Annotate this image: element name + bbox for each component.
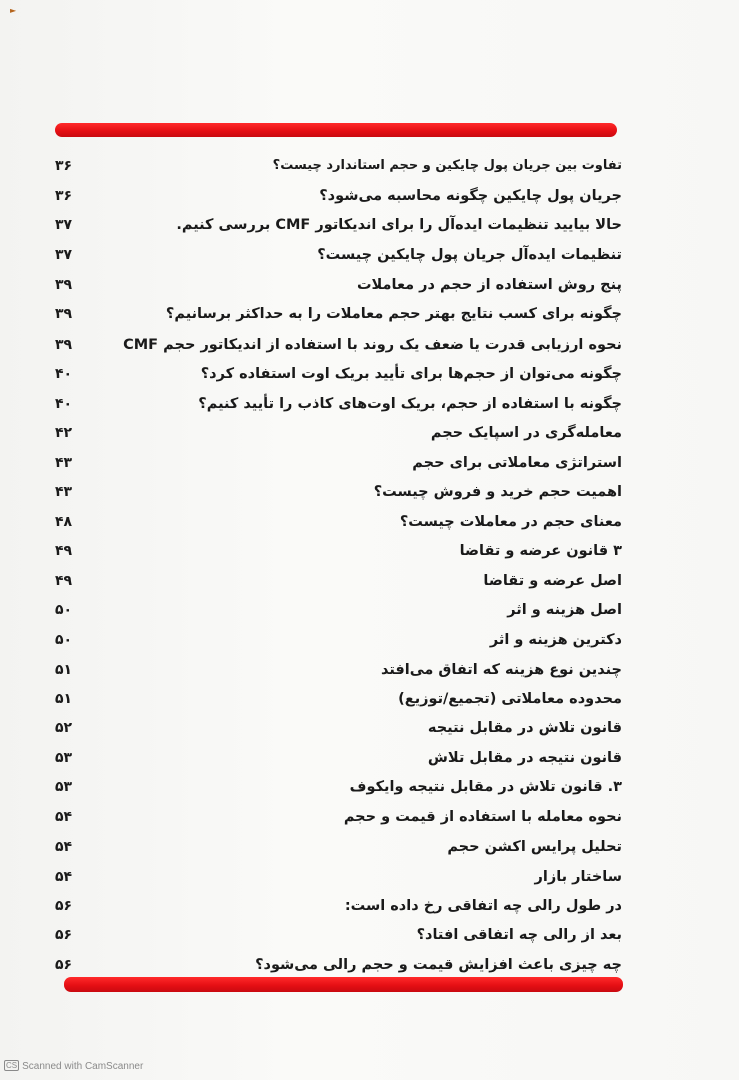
camscanner-logo-icon: CS — [6, 1061, 18, 1070]
toc-page-number: ۵۳ — [55, 750, 73, 766]
toc-entry — [0, 921, 739, 950]
toc-entry-title: معامله‌گری در اسپایک حجم — [430, 425, 622, 441]
toc-entry-title: در طول رالی چه اتفاقی رخ داده است: — [344, 898, 622, 914]
toc-page-number: ۴۲ — [55, 425, 73, 441]
toc-page-number: ۵۰ — [55, 632, 73, 648]
toc-page-number: ۳۶ — [55, 188, 73, 204]
toc-page-number: ۳۹ — [55, 337, 73, 353]
toc-entry — [0, 863, 739, 892]
toc-entry — [0, 300, 739, 329]
toc-entry — [0, 656, 739, 685]
toc-entry — [0, 449, 739, 478]
toc-entry-title: چگونه می‌توان از حجم‌ها برای تأیید بریک اوت استفاده کرد؟ — [200, 366, 622, 382]
toc-entry-title: پنج روش استفاده از حجم در معاملات — [356, 277, 622, 293]
toc-entry — [0, 567, 739, 596]
toc-entry — [0, 419, 739, 448]
toc-entry — [0, 508, 739, 537]
toc-page-number: ۵۴ — [55, 839, 73, 855]
toc-entry-title: ساختار بازار — [534, 869, 622, 885]
corner-arrow-icon: ► — [10, 6, 17, 15]
toc-page-number: ۵۰ — [55, 602, 73, 618]
toc-page-number: ۴۸ — [55, 514, 73, 530]
toc-entry — [0, 331, 739, 360]
toc-page-number: ۴۹ — [55, 543, 73, 559]
toc-entry-title: بعد از رالی چه اتفاقی افتاد؟ — [416, 927, 622, 943]
toc-entry — [0, 892, 739, 921]
toc-page-number: ۳۹ — [55, 277, 73, 293]
toc-entry-title: معنای حجم در معاملات چیست؟ — [399, 514, 622, 530]
toc-entry — [0, 773, 739, 802]
toc-page-number: ۵۴ — [55, 869, 73, 885]
toc-page-number: ۴۹ — [55, 573, 73, 589]
toc-entry — [0, 271, 739, 300]
toc-entry — [0, 152, 739, 181]
toc-entry — [0, 596, 739, 625]
toc-entry — [0, 803, 739, 832]
toc-entry-title: تفاوت بین جریان پول چایکین و حجم استاندارد چیست؟ — [272, 158, 622, 173]
toc-entry — [0, 478, 739, 507]
toc-entry — [0, 211, 739, 240]
toc-entry — [0, 951, 739, 980]
toc-entry-title: استراتژی معاملاتی برای حجم — [412, 455, 622, 471]
toc-entry — [0, 241, 739, 270]
toc-entry — [0, 390, 739, 419]
toc-page-number: ۴۳ — [55, 484, 73, 500]
scanner-watermark — [4, 1060, 143, 1072]
toc-entry-title: اهمیت حجم خرید و فروش چیست؟ — [373, 484, 622, 500]
toc-page-number: ۳۹ — [55, 306, 73, 322]
toc-page-number: ۵۲ — [55, 720, 73, 736]
toc-entry — [0, 626, 739, 655]
toc-entry-title: دکترین هزینه و اثر — [489, 632, 622, 648]
toc-page-number: ۳۷ — [55, 247, 73, 263]
toc-entry-title: تحلیل پرایس اکشن حجم — [447, 839, 622, 855]
watermark-text: Scanned with CamScanner — [22, 1061, 144, 1072]
toc-entry-title: حالا بیایید تنظیمات ایده‌آل را برای اندیکاتور CMF بررسی کنیم. — [176, 217, 622, 233]
toc-page-number: ۳۷ — [55, 217, 73, 233]
bottom-red-divider — [64, 977, 623, 992]
toc-page-number: ۵۶ — [55, 927, 73, 943]
toc-entry-title: چندین نوع هزینه که اتفاق می‌افتد — [380, 662, 622, 678]
toc-entry-title: نحوه معامله با استفاده از قیمت و حجم — [343, 809, 622, 825]
top-red-divider — [55, 123, 617, 137]
toc-page-number: ۴۰ — [55, 396, 73, 412]
toc-page-number: ۵۴ — [55, 809, 73, 825]
toc-page-number: ۵۱ — [55, 691, 73, 707]
toc-entry — [0, 685, 739, 714]
toc-entry-title: نحوه ارزیابی قدرت یا ضعف یک روند با استفاده از اندیکاتور حجم CMF — [123, 337, 622, 353]
toc-entry-title: ۳. قانون تلاش در مقابل نتیجه وایکوف — [349, 779, 622, 795]
toc-entry — [0, 744, 739, 773]
toc-entry-title: قانون نتیجه در مقابل تلاش — [427, 750, 622, 766]
toc-page-number: ۳۶ — [55, 158, 73, 174]
toc-entry-title: جریان پول چایکین چگونه محاسبه می‌شود؟ — [319, 188, 622, 204]
toc-page-number: ۵۱ — [55, 662, 73, 678]
toc-entry — [0, 714, 739, 743]
toc-entry-title: ۳ قانون عرضه و تقاضا — [459, 543, 622, 559]
toc-page-number: ۴۳ — [55, 455, 73, 471]
toc-entry — [0, 360, 739, 389]
toc-page-number: ۵۳ — [55, 779, 73, 795]
toc-entry — [0, 537, 739, 566]
toc-entry-title: اصل هزینه و اثر — [507, 602, 622, 618]
toc-entry-title: چگونه برای کسب نتایج بهتر حجم معاملات را به حداکثر برسانیم؟ — [165, 306, 622, 322]
toc-entry-title: چه چیزی باعث افزایش قیمت و حجم رالی می‌شود؟ — [255, 957, 622, 973]
toc-entry-title: قانون تلاش در مقابل نتیجه — [427, 720, 622, 736]
toc-page-number: ۵۶ — [55, 957, 73, 973]
toc-entry-title: چگونه با استفاده از حجم، بریک اوت‌های کاذب را تأیید کنیم؟ — [198, 396, 622, 412]
toc-entry — [0, 182, 739, 211]
toc-entry — [0, 833, 739, 862]
toc-entry-title: محدوده معاملاتی (تجمیع/توزیع) — [398, 691, 622, 707]
toc-page-number: ۵۶ — [55, 898, 73, 914]
toc-entry-title: اصل عرضه و تقاضا — [483, 573, 622, 589]
toc-entry-title: تنظیمات ایده‌آل جریان پول چایکین چیست؟ — [317, 247, 622, 263]
toc-page-number: ۴۰ — [55, 366, 73, 382]
